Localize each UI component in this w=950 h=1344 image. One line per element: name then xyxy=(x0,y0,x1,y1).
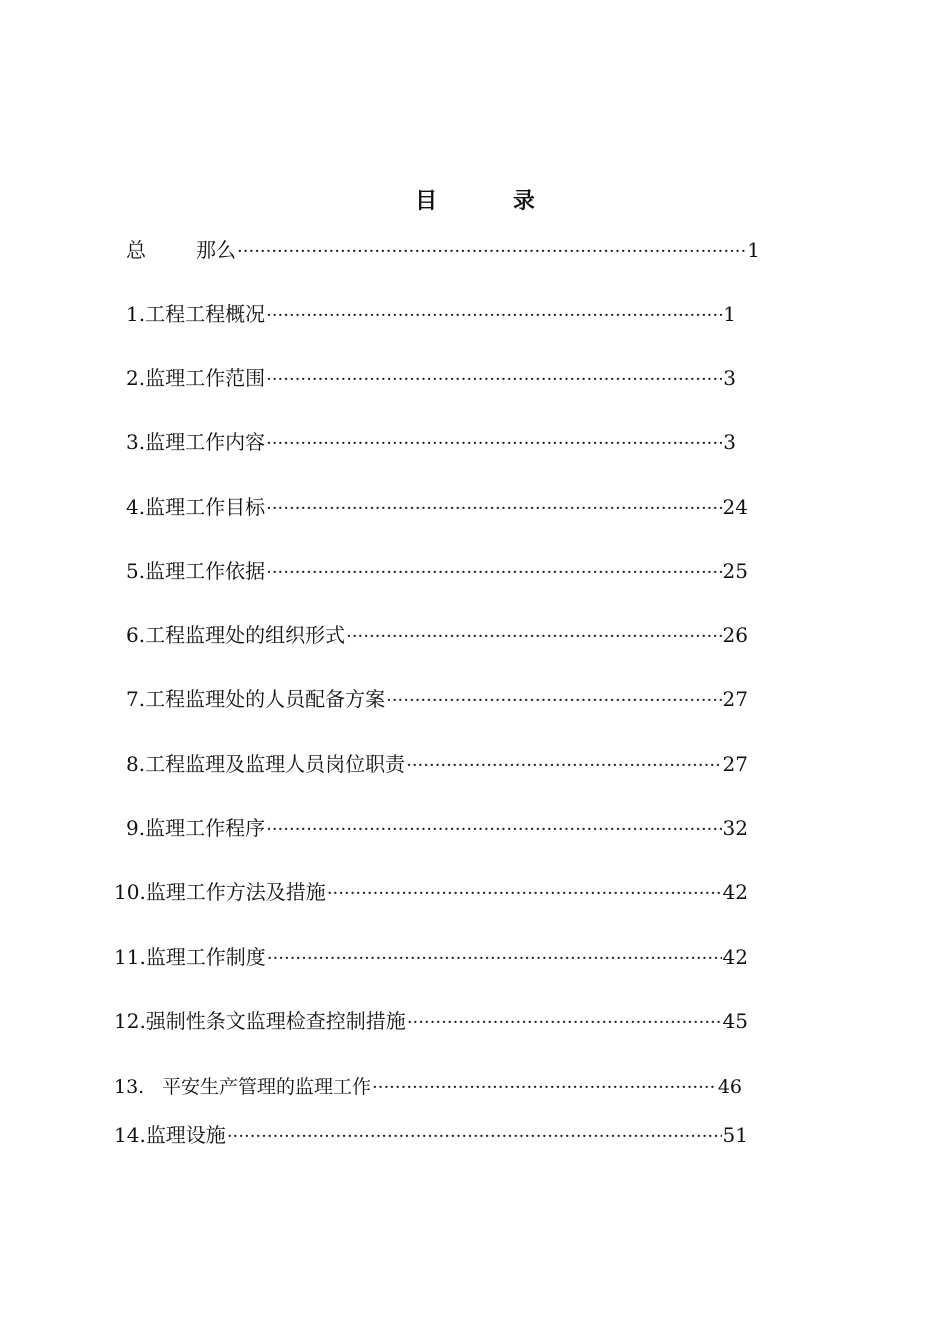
toc-leader-dots xyxy=(267,945,722,973)
toc-entry-number: 3. xyxy=(126,430,146,454)
toc-entry-number: 9. xyxy=(126,816,146,840)
toc-entry-number: 14. xyxy=(114,1123,146,1147)
toc-entry-number: 6. xyxy=(126,623,146,647)
toc-page-number: 42 xyxy=(722,945,748,969)
toc-entry-label: 监理工作依据 xyxy=(145,559,266,583)
toc-leader-dots xyxy=(227,1123,722,1151)
toc-entry-number: 1. xyxy=(126,302,146,326)
toc-entry-general xyxy=(126,236,760,266)
toc-page-number: 32 xyxy=(722,816,748,840)
toc-page-number: 24 xyxy=(722,495,748,519)
toc-leader-dots xyxy=(386,687,721,715)
toc-leader-dots xyxy=(407,1009,722,1037)
toc-entry-number: 8. xyxy=(126,752,146,776)
toc-entry-number: 2. xyxy=(126,366,146,390)
toc-entry-number: 7. xyxy=(126,687,146,711)
toc-entry xyxy=(126,621,748,651)
toc-entry-label: 工程工程概况 xyxy=(145,302,266,326)
toc-entry-label: 监理工作目标 xyxy=(145,495,266,519)
toc-entry-label: 监理设施 xyxy=(145,1123,226,1147)
toc-page-number: 42 xyxy=(722,880,748,904)
toc-entry-label: 强制性条文监理检查控制措施 xyxy=(145,1009,406,1033)
toc-entry-label: 监理工作制度 xyxy=(145,945,266,969)
toc-entry xyxy=(126,300,736,330)
toc-page-number: 1 xyxy=(723,302,736,326)
toc-leader-dots xyxy=(266,495,721,523)
toc-page-number: 3 xyxy=(723,430,736,454)
toc-entry xyxy=(126,814,748,844)
toc-page-number: 1 xyxy=(747,238,760,262)
toc-page-number: 51 xyxy=(722,1123,748,1147)
toc-leader-dots xyxy=(346,623,721,651)
toc-entry-label: 监理工作方法及措施 xyxy=(145,880,326,904)
toc-leader-dots xyxy=(266,302,722,330)
toc-entry-label-part: 那么 xyxy=(196,238,236,262)
toc-entry xyxy=(126,364,736,394)
toc-page-number: 27 xyxy=(722,752,748,776)
toc-page-number: 27 xyxy=(722,687,748,711)
toc-page-number: 26 xyxy=(722,623,748,647)
toc-leader-dots xyxy=(266,430,722,458)
toc-page-number: 3 xyxy=(723,366,736,390)
toc-entry-label xyxy=(126,236,236,264)
toc-entry-number: 4. xyxy=(126,495,146,519)
toc-entry-number: 10. xyxy=(114,880,146,904)
toc-entry-label: 工程监理及监理人员岗位职责 xyxy=(145,752,406,776)
toc-entry-label: 监理工作范围 xyxy=(145,366,266,390)
toc-entry-label: 监理工作内容 xyxy=(145,430,266,454)
toc-leader-dots xyxy=(372,1074,717,1102)
toc-entry-label: 监理工作程序 xyxy=(145,816,266,840)
toc-page-number: 46 xyxy=(717,1076,742,1098)
toc-entry xyxy=(114,943,748,973)
toc-entry xyxy=(114,1121,748,1151)
toc-entry-label: 平安生产管理的监理工作 xyxy=(162,1076,372,1098)
toc-leader-dots xyxy=(266,559,721,587)
toc-entry-label-part: 总 xyxy=(126,238,146,262)
toc-entry xyxy=(126,428,736,458)
toc-leader-dots xyxy=(327,880,722,908)
toc-entry xyxy=(114,1007,748,1037)
toc-title: 目 录 xyxy=(415,188,569,214)
toc-leader-dots xyxy=(266,366,722,394)
toc-entry xyxy=(126,750,748,780)
toc-entry xyxy=(126,685,748,715)
toc-page-number: 45 xyxy=(722,1009,748,1033)
toc-leader-dots xyxy=(266,816,721,844)
toc-entry-number: 11. xyxy=(114,945,146,969)
toc-leader-dots xyxy=(406,752,721,780)
toc-entry-number: 12. xyxy=(114,1009,146,1033)
toc-entry-label: 工程监理处的组织形式 xyxy=(145,623,346,647)
toc-page-number: 25 xyxy=(722,559,748,583)
toc-entry-number: 13. xyxy=(114,1076,145,1098)
toc-leader-dots xyxy=(237,238,746,266)
toc-entry xyxy=(126,557,748,587)
toc-entry xyxy=(114,1073,742,1102)
toc-entry xyxy=(126,493,748,523)
toc-entry xyxy=(114,878,748,908)
toc-entry-label: 工程监理处的人员配备方案 xyxy=(145,687,386,711)
toc-entry-number: 5. xyxy=(126,559,146,583)
